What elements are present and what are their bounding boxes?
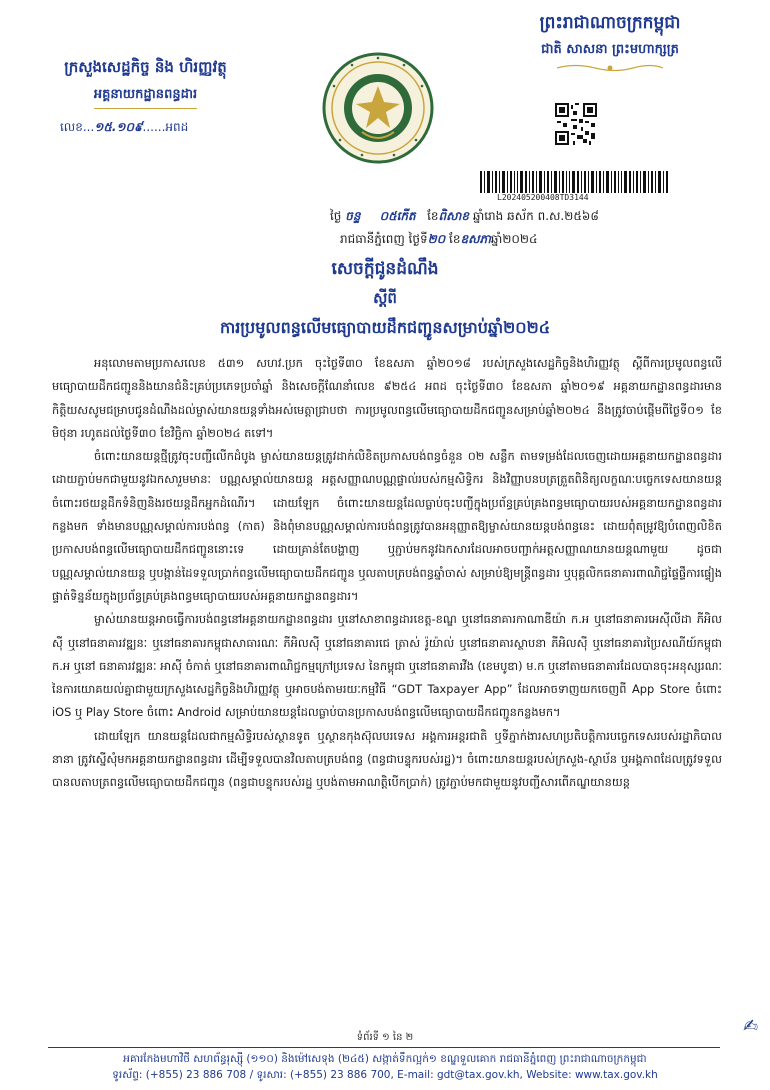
place-prefix: រាជធានីភ្នំពេញ ថ្ងៃទី (340, 232, 428, 246)
weekday: ចន្ទ (345, 209, 361, 223)
ornament-divider-icon (555, 63, 665, 73)
day-prefix: ថ្ងៃ (330, 209, 342, 223)
qr-code-icon (555, 103, 597, 145)
department-name: អគ្គនាយកដ្ឋានពន្ធដារ (94, 86, 197, 109)
solar-month: ឧសភា (460, 232, 491, 246)
ref-number: ១៥.១០៩ (94, 120, 143, 134)
pen-mark-icon: ✍ (743, 1016, 759, 1037)
barcode-icon (480, 171, 670, 193)
paragraph-2: ចំពោះយានយន្តថ្មីត្រូវចុះបញ្ជីលើកដំបូង ម្ចាស់យានយន្តត្រូវដាក់លិខិតប្រកាសបង់ពន្ធចំនួន ០២ សន្លឹក តាមទម្រង់ដែលចេញដោយអគ្គនាយកដ្ឋានពន្ធដារ ដោយភ្ជាប់មកជាមួយនូវឯកសារួមមានៈ បណ្ណសម្គាល់យានយន្ត អត្តសញ្ញាណបណ្ណផ្ទាល់របស់កម្មសិទ្ធិករ និងវិញ្ញាបនបត្រត្រួតពិនិត្យលក្ខណៈបច្ចេកទេសយានយន្តចំពោះរថយន្តដឹកទំនិញនិងរថយន្តដឹកអ្នកដំណើរ។ ដោយឡែក ចំពោះយានយន្តដែលធ្លាប់ចុះបញ្ជីក្នុងប្រព័ន្ធគ្រប់គ្រងពន្ធមធ្យោបាយរបស់អគ្គនាយកដ្ឋានពន្ធដារកន្លងមក ទាំងមានបណ្ណសម្គាល់ការបង់ពន្ធ (កាត) និងពុំមានបណ្ណសម្គាល់ការបង់ពន្ធត្រូវបានអនុញ្ញាតឱ្យម្ចាស់យានយន្តបង់ពន្ធនេះ ដោយពុំតម្រូវឱ្យបំពេញលិខិតប្រកាសបង់ពន្ធលើមធ្យោបាយដឹកជញ្ជូននោះទេ ដោយគ្រាន់តែបង្ហាញ ឬភ្ជាប់មកនូវឯកសារដែលអាចបញ្ជាក់អត្តសញ្ញាណយានយន្តណាមួយ ដូចជា បណ្ណសម្គាល់យានយន្ត ឬបង្កាន់ដៃទទួលប្រាក់ពន្ធលើមធ្យោបាយដឹកជញ្ជូន ឬលតាបត្របង់ពន្ធឆ្នាំចាស់ សម្រាប់ឱ្យមន្ត្រីពន្ធដារ ឬបុគ្គលិកធនាគារពាណិជ្ជផ្ទៃផ្ទឹការផ្ទៀងផ្ទាត់ទិន្នន័យក្នុងប្រព័ន្ធគ្រប់គ្រងពន្ធមធ្យោបាយរបស់អគ្គនាយកដ្ឋានពន្ធដារ។ (52, 449, 722, 603)
footer-contact: ទូរស័ព្ទ: (+855) 23 886 708 / ទូរសារ: (+855) 23 886 700, E-mail: gdt@tax.gov.kh, Website: www.tax.gov.kh (112, 1069, 658, 1081)
gdt-seal-icon (322, 52, 434, 164)
notice-title: សេចក្តីជូនដំណឹង (331, 259, 439, 279)
solar-year: ឆ្នាំ២០២៤ (490, 232, 538, 246)
solar-date-line (340, 231, 538, 249)
footer-address: អគារកែងមហាវិថី សហព័ន្ធរុស្ស៊ី (១១០) និងម៉ៅសេទុង (២៤៥) សង្កាត់ទឹកល្អក់១ ខណ្ឌទួលគោក រាជធានីភ្នំពេញ ព្រះរាជាណាចក្រកម្ពុជា (123, 1053, 647, 1065)
national-motto: ជាតិ សាសនា ព្រះមហាក្សត្រ (541, 42, 679, 57)
lunar-year: ឆ្នាំរោង ឆស័ក ព.ស.២៥៦៨ (472, 209, 599, 223)
paragraph-1: អនុលោមតាមប្រកាសលេខ ៥៣១ សហវ.ប្រក ចុះថ្ងៃទី៣០ ខែឧសភា ឆ្នាំ២០១៨ របស់ក្រសួងសេដ្ឋកិច្ចនិងហិរញ្ញវត្ថុ ស្តីពីការប្រមូលពន្ធលើមធ្យោបាយដឹកជញ្ជូននិងយានជំនិះគ្រប់ប្រភេទប្រចាំឆ្នាំ និងសេចក្តីណែនាំលេខ ៩២៥៤ អពដ ចុះថ្ងៃទី៣០ ខែឧសភា ឆ្នាំ២០១៩ អគ្គនាយកដ្ឋានពន្ធដារមានកិត្តិយសសូមជម្រាបជូនដំណឹងដល់ម្ចាស់យានយន្តទាំងអស់មេត្តាជ្រាបថា ការប្រមូលពន្ធលើមធ្យោបាយដឹកជញ្ជូនសម្រាប់ឆ្នាំ២០២៤ នឹងត្រូវចាប់ផ្តើមពីថ្ងៃទី០១ ខែមិថុនា រហូតដល់ថ្ងៃទី៣០ ខែវិច្ឆិកា ឆ្នាំ២០២៤ តទៅ។ (52, 356, 722, 440)
lunar-day: ០៥កើត (379, 209, 416, 223)
ref-prefix: លេខ... (60, 120, 95, 134)
notice-titles (0, 258, 770, 341)
ministry-name: ក្រសួងសេដ្ឋកិច្ច និង ហិរញ្ញវត្ថុ (64, 58, 227, 76)
solar-day: ២០ (427, 232, 446, 246)
page-number: ទំព័រទី ១ នៃ ២ (356, 1032, 414, 1043)
barcode-number: L202405200408TD3144 (497, 193, 589, 202)
notice-subject-label: ស្តីពី (373, 289, 397, 307)
notice-subject: ការប្រមូលពន្ធលើមធ្យោបាយដឹកជញ្ជូនសម្រាប់ឆ្នាំ២០២៤ (219, 318, 551, 337)
kingdom-heading (510, 12, 710, 73)
notice-body (52, 352, 722, 795)
month-label: ខែ (427, 209, 439, 223)
footer-divider (48, 1047, 720, 1048)
reference-number (60, 119, 188, 137)
ref-suffix: ......អពដ (142, 120, 189, 134)
paragraph-4: ដោយឡែក យានយន្តដែលជាកម្មសិទ្ធិរបស់ស្ថានទូត ឬស្ថានកុងស៊ុលបរទេស អង្គការអន្តរជាតិ ឬទីភ្នាក់ងារសហប្រតិបត្តិការបច្ចេកទេសរបស់រដ្ឋាភិបាលនានា ត្រូវស្នើសុំមកអគ្គនាយកដ្ឋានពន្ធដារ ដើម្បីទទួលបានវិលតាបត្របង់ពន្ធ (ពន្ធជាបន្ទុករបស់រដ្ឋ)។ ចំពោះយានយន្តរបស់ក្រសួង-ស្ថាប័ន ឬអង្គភាពដែលត្រូវទទួលបានលតាបត្រពន្ធលើមធ្យោបាយដឹកជញ្ជូន (ពន្ធជាបន្ទុករបស់រដ្ឋ ឬបង់តាមអាណត្តិបើកប្រាក់) ត្រូវភ្ជាប់មកជាមួយនូវបញ្ជីសារពើភណ្ឌយានយន្ត (52, 728, 722, 790)
kingdom-name: ព្រះរាជាណាចក្រកម្ពុជា (539, 13, 681, 33)
paragraph-3: ម្ចាស់យានយន្តអាចធ្វើការបង់ពន្ធនៅអគ្គនាយកដ្ឋានពន្ធដារ ឬនៅសាខាពន្ធដារខេត្ត-ខណ្ឌ ឬនៅធនាគារកាណាឌីយ៉ា ក.អ ឬនៅធនាគារអេស៊ីលីដា ភីអិលស៊ី ឬនៅធនាគារវឌ្ឍនៈ ឬនៅធនាគារកម្ពុជាសាធារណៈ ភីអិលស៊ី ឬនៅធនាគារជេ ត្រាស់ រ៉ូយ៉ាល់ ឬនៅធនាគារស្ថាបនា ភីអិលស៊ី ឬនៅធនាគារប្រៃសណីយ៍កម្ពុជា ក.អ ឬនៅ ធនាគារវឌ្ឍនៈ អាស៊ី ចំកាត់ ឬនៅធនាគារពាណិជ្ជកម្មក្រៅប្រទេស នៃកម្ពុជា ឬនៅធនាគារវីង (ខេមបូឌា) ម.ក ឬនៅតាមធនាគារដែលបានចុះអនុស្សរណៈនៃការយោគយល់គ្នាជាមួយក្រសួងសេដ្ឋកិច្ចនិងហិរញ្ញវត្ថុ ឬអាចបង់តាមរយៈកម្មវិធី “GDT Taxpayer App” ដែលអាចទាញយកចេញពី App Store ចំពោះ iOS ឬ Play Store ចំពោះ Android សម្រាប់យានយន្តដែលធ្លាប់បានប្រកាសបង់ពន្ធលើមធ្យោបាយដឹកជញ្ជូនកន្លងមក។ (52, 612, 722, 720)
solar-month-label: ខែ (449, 232, 461, 246)
footer (0, 1051, 770, 1083)
lunar-month: ពិសាខ (438, 209, 469, 223)
lunar-date-line (330, 208, 599, 226)
ministry-heading (28, 58, 263, 109)
